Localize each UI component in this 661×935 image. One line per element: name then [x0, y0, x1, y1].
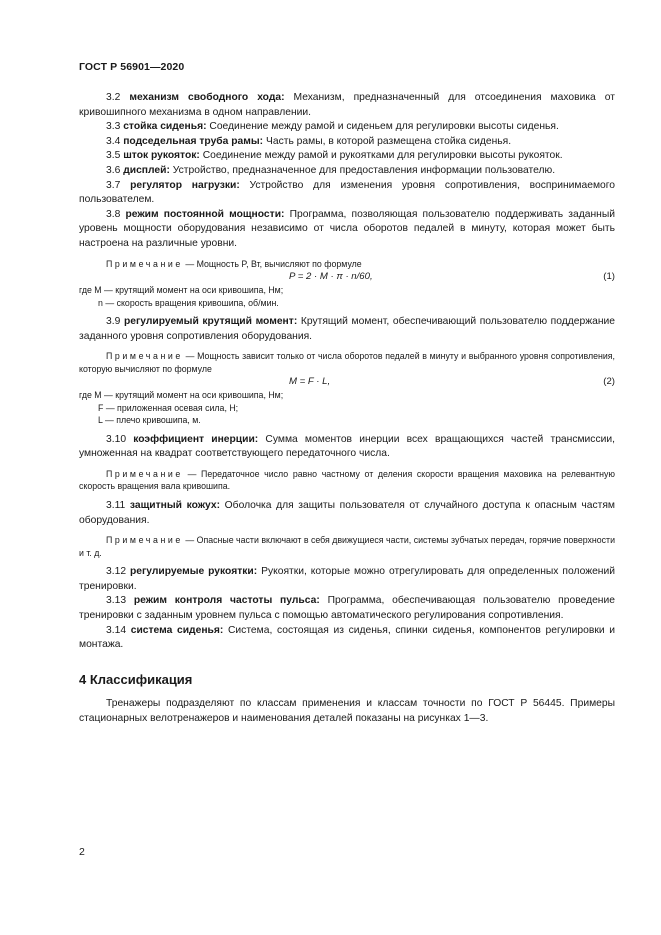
note-2: Примечание — Мощность зависит только от числа оборотов педалей в минуту и выбранного уровня сопротивления, которую вычисляют по формуле: [79, 351, 615, 374]
definition-3-4: 3.4 подседельная труба рамы: Часть рамы, в которой размещена стойка сиденья.: [106, 135, 512, 147]
document-body: [79, 91, 615, 727]
note-4: Примечание — Опасные части включают в себя движущиеся части, системы зубчатых передач, горячие поверхности и т. д.: [79, 535, 615, 558]
formula-2-expression: M = F · L,: [289, 376, 331, 388]
definition-3-12: 3.12 регулируемые рукоятки: Рукоятки, которые можно отрегулировать для определенных положений тренировки.: [79, 566, 615, 592]
formula-2-number: (2): [603, 376, 615, 388]
section-4-paragraph: Тренажеры подразделяют по классам применения и классам точности по ГОСТ Р 56445. Примеры стационарных велотренажеров и наименования деталей показаны на рисунках 1—3.: [79, 698, 615, 725]
definition-3-8: 3.8 режим постоянной мощности: Программа, позволяющая пользователю поддерживать заданный уровень мощности оборудования независимо от числа оборотов педалей в минуту, которая может быть настроена на различные уровни.: [79, 208, 615, 249]
document-header: ГОСТ Р 56901—2020: [79, 61, 185, 73]
definition-3-7: 3.7 регулятор нагрузки: Устройство для изменения уровня сопротивления, воспринимаемого пользователем.: [79, 179, 615, 206]
definition-3-3: 3.3 стойка сиденья: Соединение между рамой и сиденьем для регулировки высоты сиденья.: [106, 121, 559, 133]
definition-3-14: 3.14 система сиденья: Система, состоящая из сиденья, спинки сиденья, компонентов регулировки и монтажа.: [79, 624, 615, 651]
formula-1-number: (1): [603, 271, 615, 283]
note-1: Примечание — Мощность P, Вт, вычисляют по формуле: [106, 258, 362, 269]
formula-2-legend: где M — крутящий момент на оси кривошипа, Нм; F — приложенная осевая сила, Н; L — плечо кривошипа, м.: [79, 390, 284, 426]
definition-3-11: 3.11 защитный кожух: Оболочка для защиты пользователя от случайного доступа к опасным частям оборудования.: [79, 499, 615, 526]
definition-3-13: 3.13 режим контроля частоты пульса: Программа, обеспечивающая пользователю проведение тренировки с заданным уровнем пульса с помощью автоматического регулирования сопротивления.: [79, 595, 615, 622]
page-number: 2: [79, 846, 85, 858]
definition-3-6: 3.6 дисплей: Устройство, предназначенное для предоставления информации пользователю.: [106, 164, 556, 176]
note-3: Примечание — Передаточное число равно частному от деления скорости вращения маховика на релевантную скорость вращения вала кривошипа.: [79, 468, 615, 492]
formula-1-expression: P = 2 · M · π · n/60,: [289, 271, 373, 283]
section-4-heading: 4 Классификация: [79, 671, 193, 687]
formula-1: [79, 270, 615, 284]
formula-2: [79, 375, 615, 389]
definition-3-2: 3.2 механизм свободного хода: Механизм, предназначенный для отсоединения маховика от кривошипного механизма в одном направлении.: [79, 92, 615, 118]
formula-1-legend: где M — крутящий момент на оси кривошипа, Нм; n — скорость вращения кривошипа, об/мин.: [79, 285, 284, 308]
definition-3-5: 3.5 шток рукояток: Соединение между рамой и рукоятками для регулировки высоты рукояток.: [106, 150, 563, 162]
definition-3-9: 3.9 регулируемый крутящий момент: Крутящий момент, обеспечивающий пользователю поддержание заданного уровня сопротивления оборудования.: [79, 315, 615, 342]
definition-3-10: 3.10 коэффициент инерции: Сумма моментов инерции всех вращающихся частей трансмиссии, умноженная на квадрат соответствующего передаточного числа.: [79, 433, 615, 460]
